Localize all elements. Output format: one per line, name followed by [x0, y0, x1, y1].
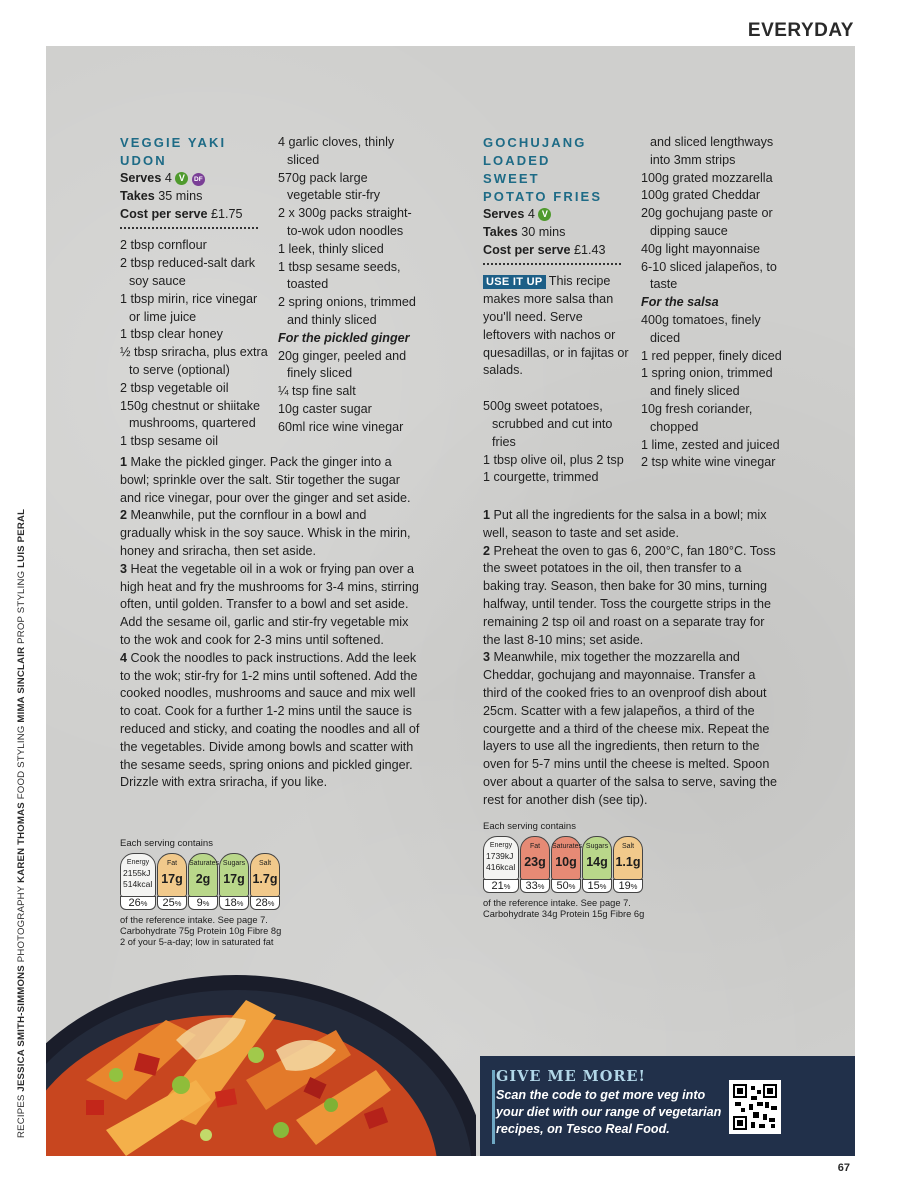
page-number: 67: [837, 1162, 850, 1174]
energy-cell: Energy 2155kJ 514kcal 26%: [120, 853, 156, 897]
recipe2-ingredients-b: [641, 134, 791, 472]
promo-accent-bar: [492, 1070, 495, 1144]
saturates-cell: Saturates 10g 50%: [551, 836, 581, 880]
saturates-cell: Saturates 2g 9%: [188, 853, 218, 897]
section-tag: EVERYDAY: [747, 20, 854, 41]
nutrition-header: Each serving contains: [483, 821, 576, 832]
nutrition-footnote: of the reference intake. See page 7. Carbohydrate 75g Protein 10g Fibre 8g 2 of your 5-a-day; low in saturated fat: [120, 915, 282, 947]
divider: [483, 263, 621, 265]
recipe2-method: [483, 507, 779, 810]
recipe1-takes: Takes 35 mins: [120, 188, 203, 203]
ingredient: 1 lime, zested and juiced: [641, 437, 780, 452]
ingredient: 6-10 sliced jalapeños, to taste: [641, 259, 777, 292]
recipe2-cost: Cost per serve £1.43: [483, 242, 606, 257]
ingredient: 10g fresh coriander, chopped: [641, 401, 753, 434]
recipe2-title: GOCHUJANG LOADED SWEET POTATO FRIES: [483, 135, 603, 204]
salsa-heading: For the salsa: [641, 295, 719, 310]
recipe1-ingredients-b: [278, 134, 418, 437]
ingredient: 1 leek, thinly sliced: [278, 241, 384, 256]
nutrition-header: Each serving contains: [120, 838, 213, 849]
recipe1-title: VEGGIE YAKI UDON: [120, 135, 227, 168]
tip-label: USE IT UP: [483, 275, 546, 289]
promo-heading: GIVE ME MORE!: [496, 1068, 646, 1085]
nutrition-labels: [120, 853, 360, 909]
method-step: 2 Preheat the oven to gas 6, 200°C, fan 180°C. Toss the sweet potatoes in the oil, then transfer to a baking tray. Season, then bake for 30 mins, turning halfway, until tender. Toss the courgette strips in the remaining 2 tsp oil and roast on a separate tray for the last 8-10 mins; set aside.: [483, 543, 776, 647]
recipe2-nutrition: [483, 821, 723, 920]
ingredient: 2 x 300g packs straight-to-wok udon noodles: [278, 206, 412, 238]
ingredient: 100g grated mozzarella: [641, 170, 773, 185]
method-step: 3 Meanwhile, mix together the mozzarella and Cheddar, gochujang and mayonnaise. Transfer a third of the cooked fries to an ovenproof dish about 25cm. Scatter with a few jalapeños, a third of the courgette and a third of the cheese mix. Repeat the layers to use all the ingredients, then return to the oven for 5-7 mins until the cheese is melted. Spoon over about a quarter of the salsa to serve, saving the rest for another dish (see tip).: [483, 650, 778, 807]
dairy-free-icon: DF: [192, 173, 205, 186]
ingredient: 1 courgette, trimmed: [483, 470, 599, 485]
ingredient: 150g chestnut or shiitake mushrooms, quartered: [120, 398, 261, 431]
ingredient: 1 tbsp clear honey: [120, 327, 223, 342]
method-step: 1 Put all the ingredients for the salsa in a bowl; mix well, season to taste and set aside.: [483, 508, 767, 540]
photo-credits: RECIPES JESSICA SMITH-SIMMONS PHOTOGRAPHY KAREN THOMAS FOOD STYLING MIMA SINCLAIR PROP STYLING LUIS PERAL: [16, 508, 27, 1138]
ingredient: 1 red pepper, finely diced: [641, 348, 782, 363]
ingredient: 10g caster sugar: [278, 401, 372, 416]
ingredient: 400g tomatoes, finely diced: [641, 312, 761, 345]
ingredient: ¼ tsp fine salt: [278, 384, 356, 399]
recipe1-method: [120, 454, 420, 792]
food-photo: [46, 960, 476, 1156]
ingredient: 100g grated Cheddar: [641, 188, 761, 203]
ingredient: 1 tbsp mirin, rice vinegar or lime juice: [120, 291, 258, 324]
recipe1-info-column: [120, 134, 270, 451]
recipe1-cost: Cost per serve £1.75: [120, 206, 243, 221]
recipe2-takes: Takes 30 mins: [483, 224, 566, 239]
ingredient: 1 tbsp olive oil, plus 2 tsp: [483, 452, 624, 467]
recipe1-nutrition: [120, 838, 360, 947]
qr-code-icon[interactable]: [729, 1080, 781, 1134]
ingredient: 2 tsp white wine vinegar: [641, 455, 776, 470]
ingredient: 20g ginger, peeled and finely sliced: [278, 348, 407, 381]
vegetarian-icon: V: [175, 172, 188, 185]
fat-cell: Fat 23g 33%: [520, 836, 550, 880]
ingredient: 2 spring onions, trimmed and thinly sliced: [278, 295, 416, 327]
ingredient: and sliced lengthways into 3mm strips: [650, 135, 774, 167]
recipe2-info-column: [483, 134, 633, 487]
divider: [120, 227, 258, 229]
nutrition-labels: [483, 836, 723, 892]
recipe2-serves: Serves 4 V: [483, 206, 633, 224]
ingredient: 2 tbsp cornflour: [120, 238, 207, 253]
pickled-ginger-heading: For the pickled ginger: [278, 330, 410, 345]
qr-code-graphic: [733, 1084, 777, 1130]
ingredient: ½ tbsp sriracha, plus extra to serve (optional): [120, 345, 268, 377]
method-step: 1 Make the pickled ginger. Pack the ginger into a bowl; sprinkle over the salt. Stir together the sugar and rice vinegar, pour over the ginger and set aside.: [120, 455, 411, 505]
ingredient: 2 tbsp reduced-salt dark soy sauce: [120, 256, 256, 288]
sugars-cell: Sugars 14g 15%: [582, 836, 612, 880]
tip-box: USE IT UP This recipe makes more salsa than you'll need. Serve leftovers with nachos or quesadillas, or in fajitas or salads.: [483, 274, 629, 378]
energy-cell: Energy 1739kJ 416kcal 21%: [483, 836, 519, 880]
salt-cell: Salt 1.7g 28%: [250, 853, 280, 897]
nutrition-footnote: of the reference intake. See page 7. Carbohydrate 34g Protein 15g Fibre 6g: [483, 898, 645, 919]
method-step: 3 Heat the vegetable oil in a wok or frying pan over a high heat and fry the mushrooms for 3-4 mins, stirring often, until golden. Transfer to a bowl and set aside. Add the sesame oil, garlic and stir-fry vegetable mix to the wok and cook for 2-3 mins until softened.: [120, 561, 419, 647]
loaded-fries-image: [46, 960, 476, 1156]
vegetarian-icon: V: [538, 208, 551, 221]
ingredient: 1 spring onion, trimmed and finely sliced: [641, 366, 773, 399]
salt-cell: Salt 1.1g 19%: [613, 836, 643, 880]
promo-banner[interactable]: [480, 1056, 855, 1156]
ingredient: 1 tbsp sesame seeds, toasted: [278, 259, 401, 292]
ingredient: 1 tbsp sesame oil: [120, 434, 219, 449]
recipe1-serves: Serves 4 V DF: [120, 170, 270, 188]
ingredient: 20g gochujang paste or dipping sauce: [641, 206, 773, 238]
fat-cell: Fat 17g 25%: [157, 853, 187, 897]
ingredient: 4 garlic cloves, thinly sliced: [278, 135, 395, 167]
ingredient: 500g sweet potatoes, scrubbed and cut into fries: [483, 399, 613, 449]
ingredient: 570g pack large vegetable stir-fry: [278, 170, 381, 203]
ingredient: 40g light mayonnaise: [641, 241, 761, 256]
ingredient: 60ml rice wine vinegar: [278, 419, 404, 434]
method-step: 2 Meanwhile, put the cornflour in a bowl and gradually whisk in the soy sauce. Whisk in the mirin, honey and sriracha, then set aside.: [120, 508, 411, 558]
promo-text: Scan the code to get more veg into your diet with our range of vegetarian recipes, on Tesco Real Food.: [496, 1088, 722, 1136]
method-step: 4 Cook the noodles to pack instructions. Add the leek to the wok; stir-fry for 1-2 mins until softened. Add the cooked noodles, mushrooms and sauce and mix well to coat. Cook for a further 1-2 mins until the sauce is reduced and sticky, and coating the noodles and all of the vegetables. Divide among bowls and scatter with the sesame seeds, spring onions and pickled ginger. Drizzle with extra sriracha, if you like.: [120, 650, 420, 790]
sugars-cell: Sugars 17g 18%: [219, 853, 249, 897]
ingredient: 2 tbsp vegetable oil: [120, 380, 229, 395]
recipe1-ingredients-a: [120, 237, 270, 451]
